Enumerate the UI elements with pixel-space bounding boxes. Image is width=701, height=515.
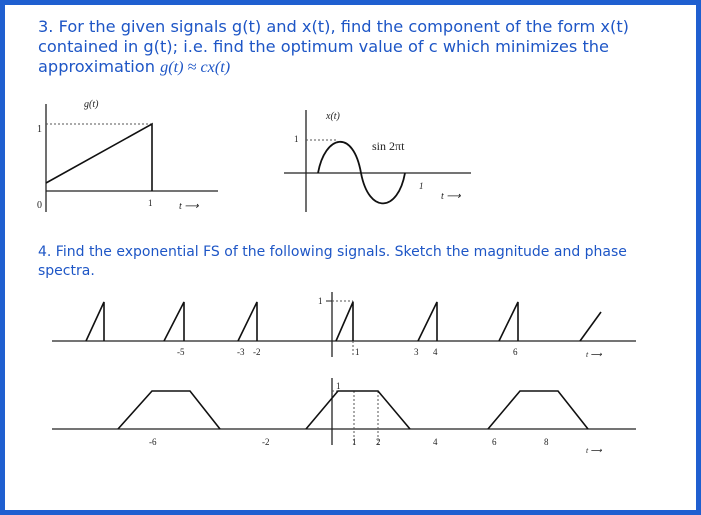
x-plot-curve-label: sin 2πt [372,139,405,153]
saw-tick: 3 [414,347,419,357]
saw-tick: 1 [355,347,360,357]
x-plot-y-tick: 1 [294,134,299,144]
saw-tick: 4 [433,347,438,357]
saw-pulse [499,302,518,341]
g-plot-signal [46,124,152,191]
trap-plot-y-tick: 1 [336,381,341,391]
saw-plot-ticks [177,347,518,357]
trap-tick: 6 [492,437,497,447]
trap-pulse [488,391,588,429]
x-plot-x-tick: 1 [419,181,424,191]
saw-tick: -5 [177,347,185,357]
saw-plot-y-tick: 1 [318,296,323,306]
trap-pulse [306,391,410,429]
trap-tick: -2 [262,437,270,447]
trap-tick: 4 [433,437,438,447]
g-plot [37,99,218,212]
problem-4-text: 4. Find the exponential FS of the following signals. Sketch the magnitude and phase spectra. [38,244,627,279]
trap-tick: -6 [149,437,157,447]
x-plot-title: x(t) [326,111,340,122]
saw-pulse [86,302,104,341]
saw-tick: 6 [513,347,518,357]
saw-pulse [418,302,437,341]
saw-tick: -2 [253,347,261,357]
x-plot [284,110,471,212]
trap-plot-signal [118,391,588,429]
g-plot-axis-label: t ⟶ [179,201,199,212]
approximation-formula: g(t) ≈ cx(t) [160,58,231,76]
saw-pulse [238,302,257,341]
g-plot-title: g(t) [84,99,99,110]
g-plot-x-tick: 1 [148,198,153,208]
g-plot-origin: 0 [37,200,42,211]
x-plot-axis-label: t ⟶ [441,191,461,202]
trap-tick: 2 [376,437,381,447]
trap-tick: 8 [544,437,549,447]
saw-pulse [580,312,601,341]
trap-plot [52,378,636,455]
g-plot-y-tick: 1 [37,124,42,135]
saw-plot-signal [86,302,601,341]
trap-pulse [118,391,220,429]
saw-pulse [336,302,353,341]
trap-tick: 1 [352,437,357,447]
saw-tick: -3 [237,347,245,357]
problem-3-statement: 3. For the given signals g(t) and x(t), find the component of the form x(t) contained in g(t); i.e. find the optimum value of c which minimizes the approximation [38,17,629,76]
saw-plot [52,292,636,359]
saw-pulse [164,302,184,341]
trap-plot-ticks [149,437,549,447]
trap-plot-axis-label: t ⟶ [586,446,602,455]
saw-plot-axis-label: t ⟶ [586,350,602,359]
